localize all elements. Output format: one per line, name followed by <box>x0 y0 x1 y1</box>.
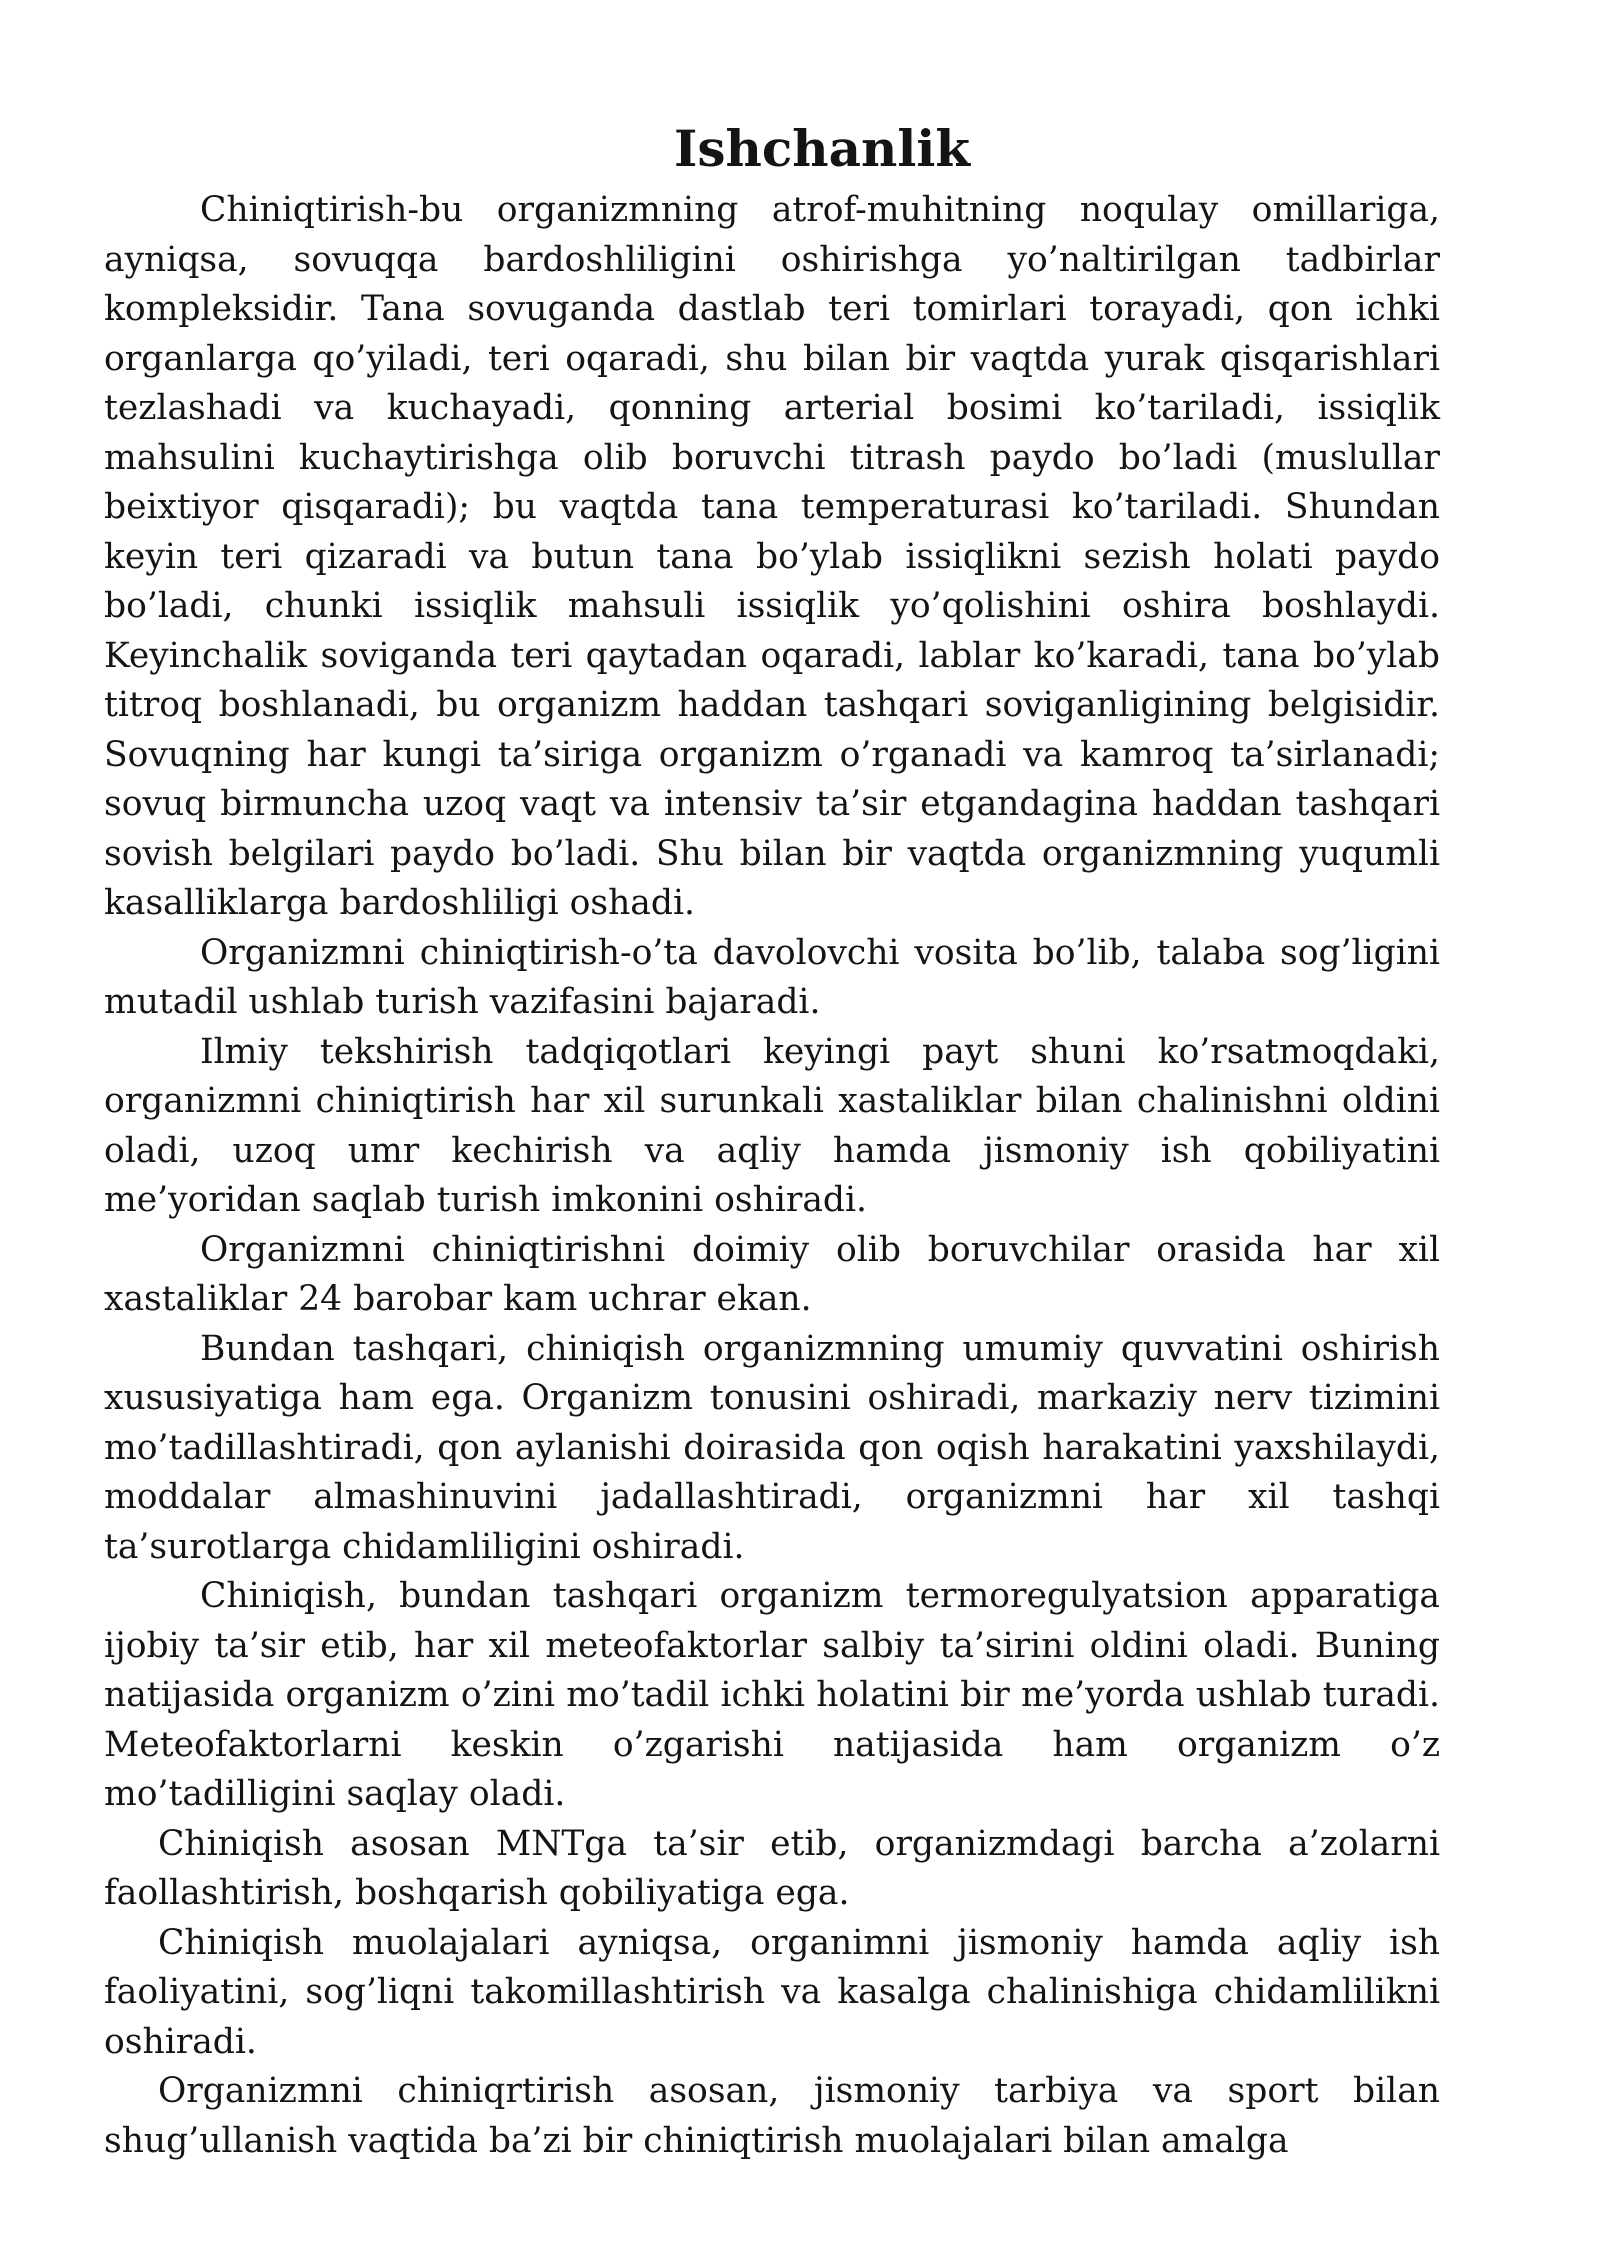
paragraph-5: Bundan tashqari, chiniqish organizmning umumiy quvvatini oshirish xususiyatiga ham ega. Organizm tonusini oshiradi, markaziy nerv tizimini mo’tadillashtiradi, qon aylanishi doirasida qon oqish harakatini yaxshilaydi, moddalar almashinuvini jadallashtiradi, organizmni har xil tashqi ta’surotlarga chidamliligini oshiradi. <box>104 1328 1440 1567</box>
paragraph-2: Organizmni chiniqtirish-o’ta davolovchi vosita bo’lib, talaba sog’ligini mutadil ushlab turish vazifasini bajaradi. <box>104 932 1440 1022</box>
paragraph-6: Chiniqish, bundan tashqari organizm termoregulyatsion apparatiga ijobiy ta’sir etib, har xil meteofaktorlar salbiy ta’sirini oldini oladi. Buning natijasida organizm o’zini mo’tadil ichki holatini bir me’yorda ushlab turadi. Meteofaktorlarni keskin o’zgarishi natijasida ham organizm o’z mo’tadilligini saqlay oladi. <box>104 1576 1440 1814</box>
paragraph-8: Chiniqish muolajalari ayniqsa, organimni jismoniy hamda aqliy ish faoliyatini, sog’liqni takomillashtirish va kasalga chalinishiga chidamlilikni oshiradi. <box>104 1922 1440 2062</box>
document-page <box>104 112 1440 2166</box>
document-title: Ishchanlik <box>673 119 971 178</box>
paragraph-9: Organizmni chiniqrtirish asosan, jismoniy tarbiya va sport bilan shug’ullanish vaqtida ba’zi bir chiniqtirish muolajalari bilan amalga <box>104 2071 1440 2161</box>
paragraph-4: Organizmni chiniqtirishni doimiy olib boruvchilar orasida har xil xastaliklar 24 barobar kam uchrar ekan. <box>104 1229 1440 1319</box>
paragraph-1: Chiniqtirish-bu organizmning atrof-muhitning noqulay omillariga, ayniqsa, sovuqqa bardoshliligini oshirishga yo’naltirilgan tadbirlar kompleksidir. Tana sovuganda dastlab teri tomirlari torayadi, qon ichki organlarga qo’yiladi, teri oqaradi, shu bilan bir vaqtda yurak qisqarishlari tezlashadi va kuchayadi, qonning arterial bosimi ko’tariladi, issiqlik mahsulini kuchaytirishga olib boruvchi titrash paydo bo’ladi (muslullar beixtiyor qisqaradi); bu vaqtda tana temperaturasi ko’tariladi. Shundan keyin teri qizaradi va butun tana bo’ylab issiqlikni sezish holati paydo bo’ladi, chunki issiqlik mahsuli issiqlik yo’qolishini oshira boshlaydi. Keyinchalik soviganda teri qaytadan oqaradi, lablar ko’karadi, tana bo’ylab titroq boshlanadi, bu organizm haddan tashqari soviganligining belgisidir. Sovuqning har kungi ta’siriga organizm o’rganadi va kamroq ta’sirlanadi; sovuq birmuncha uzoq vaqt va intensiv ta’sir etgandagina haddan tashqari sovish belgilari paydo bo’ladi. Shu bilan bir vaqtda organizmning yuqumli kasalliklarga bardoshliligi oshadi. <box>104 190 1440 923</box>
paragraph-7: Chiniqish asosan MNTga ta’sir etib, organizmdagi barcha a’zolarni faollashtirish, boshqarish qobiliyatiga ega. <box>104 1823 1440 1913</box>
paragraph-3: Ilmiy tekshirish tadqiqotlari keyingi payt shuni ko’rsatmoqdaki, organizmni chiniqtirish har xil surunkali xastaliklar bilan chalinishni oldini oladi, uzoq umr kechirish va aqliy hamda jismoniy ish qobiliyatini me’yoridan saqlab turish imkonini oshiradi. <box>104 1031 1440 1220</box>
